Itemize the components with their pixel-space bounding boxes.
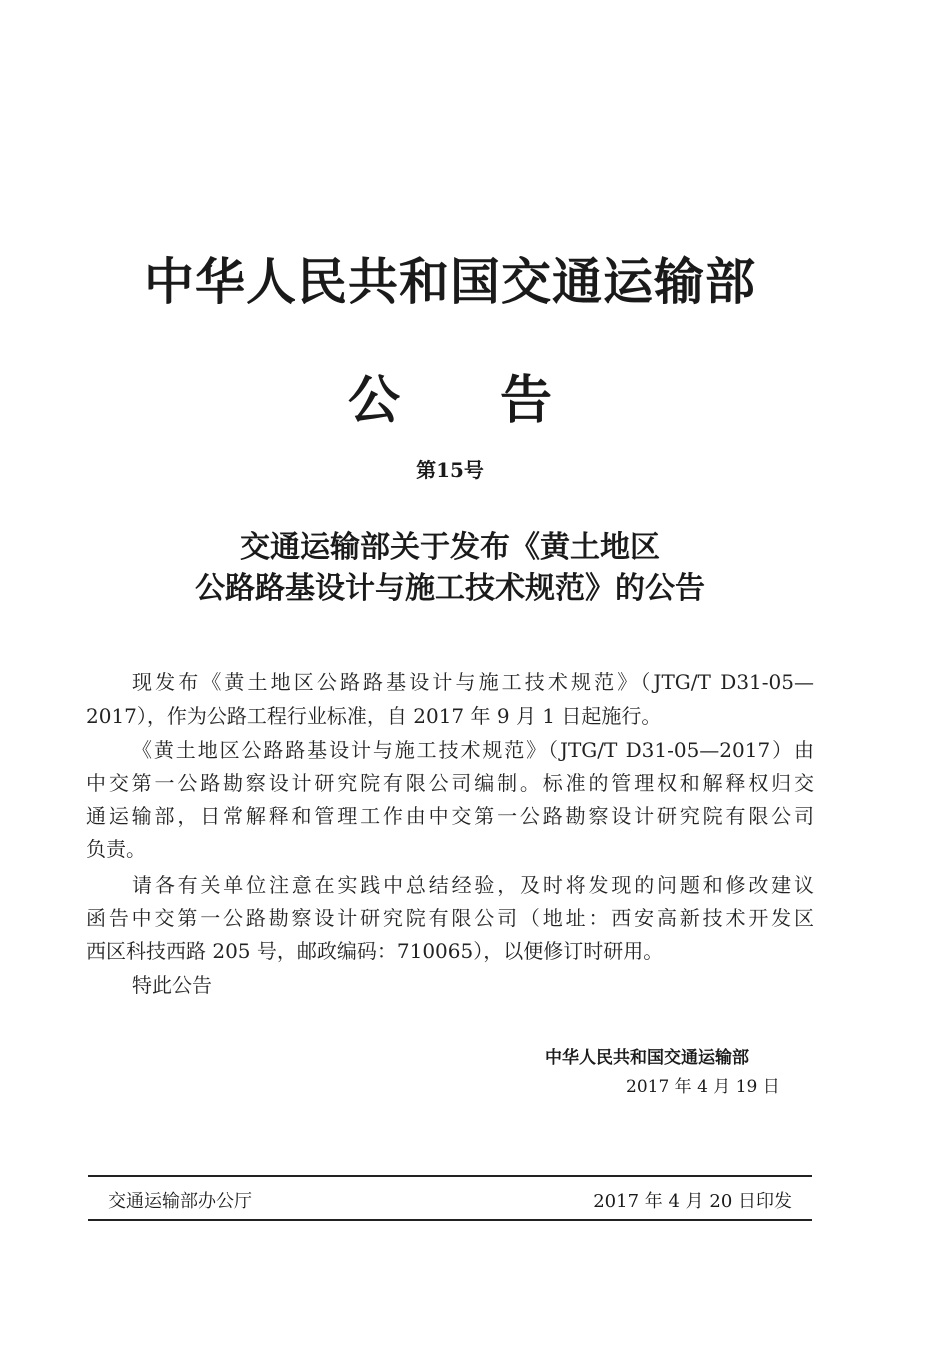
footer-divider-bottom [88,1219,812,1221]
body-line: 现发布《黄土地区公路路基设计与施工技术规范》（JTG/T D31-05— [132,670,814,694]
headline-line-1: 交通运输部关于发布《黄土地区 [240,530,660,565]
footer-issue-date: 2017 年 4 月 20 日印发 [593,1191,792,1212]
footer-issuer: 交通运输部办公厅 [108,1191,252,1212]
headline-line-2: 公路路基设计与施工技术规范》的公告 [195,571,705,606]
body-line: 通运输部，日常解释和管理工作由中交第一公路勘察设计研究院有限公司 [86,804,814,828]
org-title: 中华人民共和国交通运输部 [144,253,756,311]
body-line: 2017），作为公路工程行业标准，自 2017 年 9 月 1 日起施行。 [86,704,662,728]
signature-date: 2017 年 4 月 19 日 [626,1077,780,1097]
body-line: 负责。 [86,837,146,861]
body-line: 西区科技西路 205 号，邮政编码：710065），以便修订时研用。 [86,939,664,963]
body-line: 《黄土地区公路路基设计与施工技术规范》（JTG/T D31-05—2017）由 [132,738,814,762]
body-line: 函告中交第一公路勘察设计研究院有限公司（地址：西安高新技术开发区 [86,906,814,930]
footer-divider-top [88,1175,812,1177]
notice-title: 公告 [347,371,652,431]
body-line: 请各有关单位注意在实践中总结经验，及时将发现的问题和修改建议 [132,873,814,897]
body-line: 特此公告 [132,973,212,997]
signature-org: 中华人民共和国交通运输部 [545,1048,749,1068]
body-line: 中交第一公路勘察设计研究院有限公司编制。标准的管理权和解释权归交 [86,771,814,795]
doc-number: 第15号 [416,458,484,482]
